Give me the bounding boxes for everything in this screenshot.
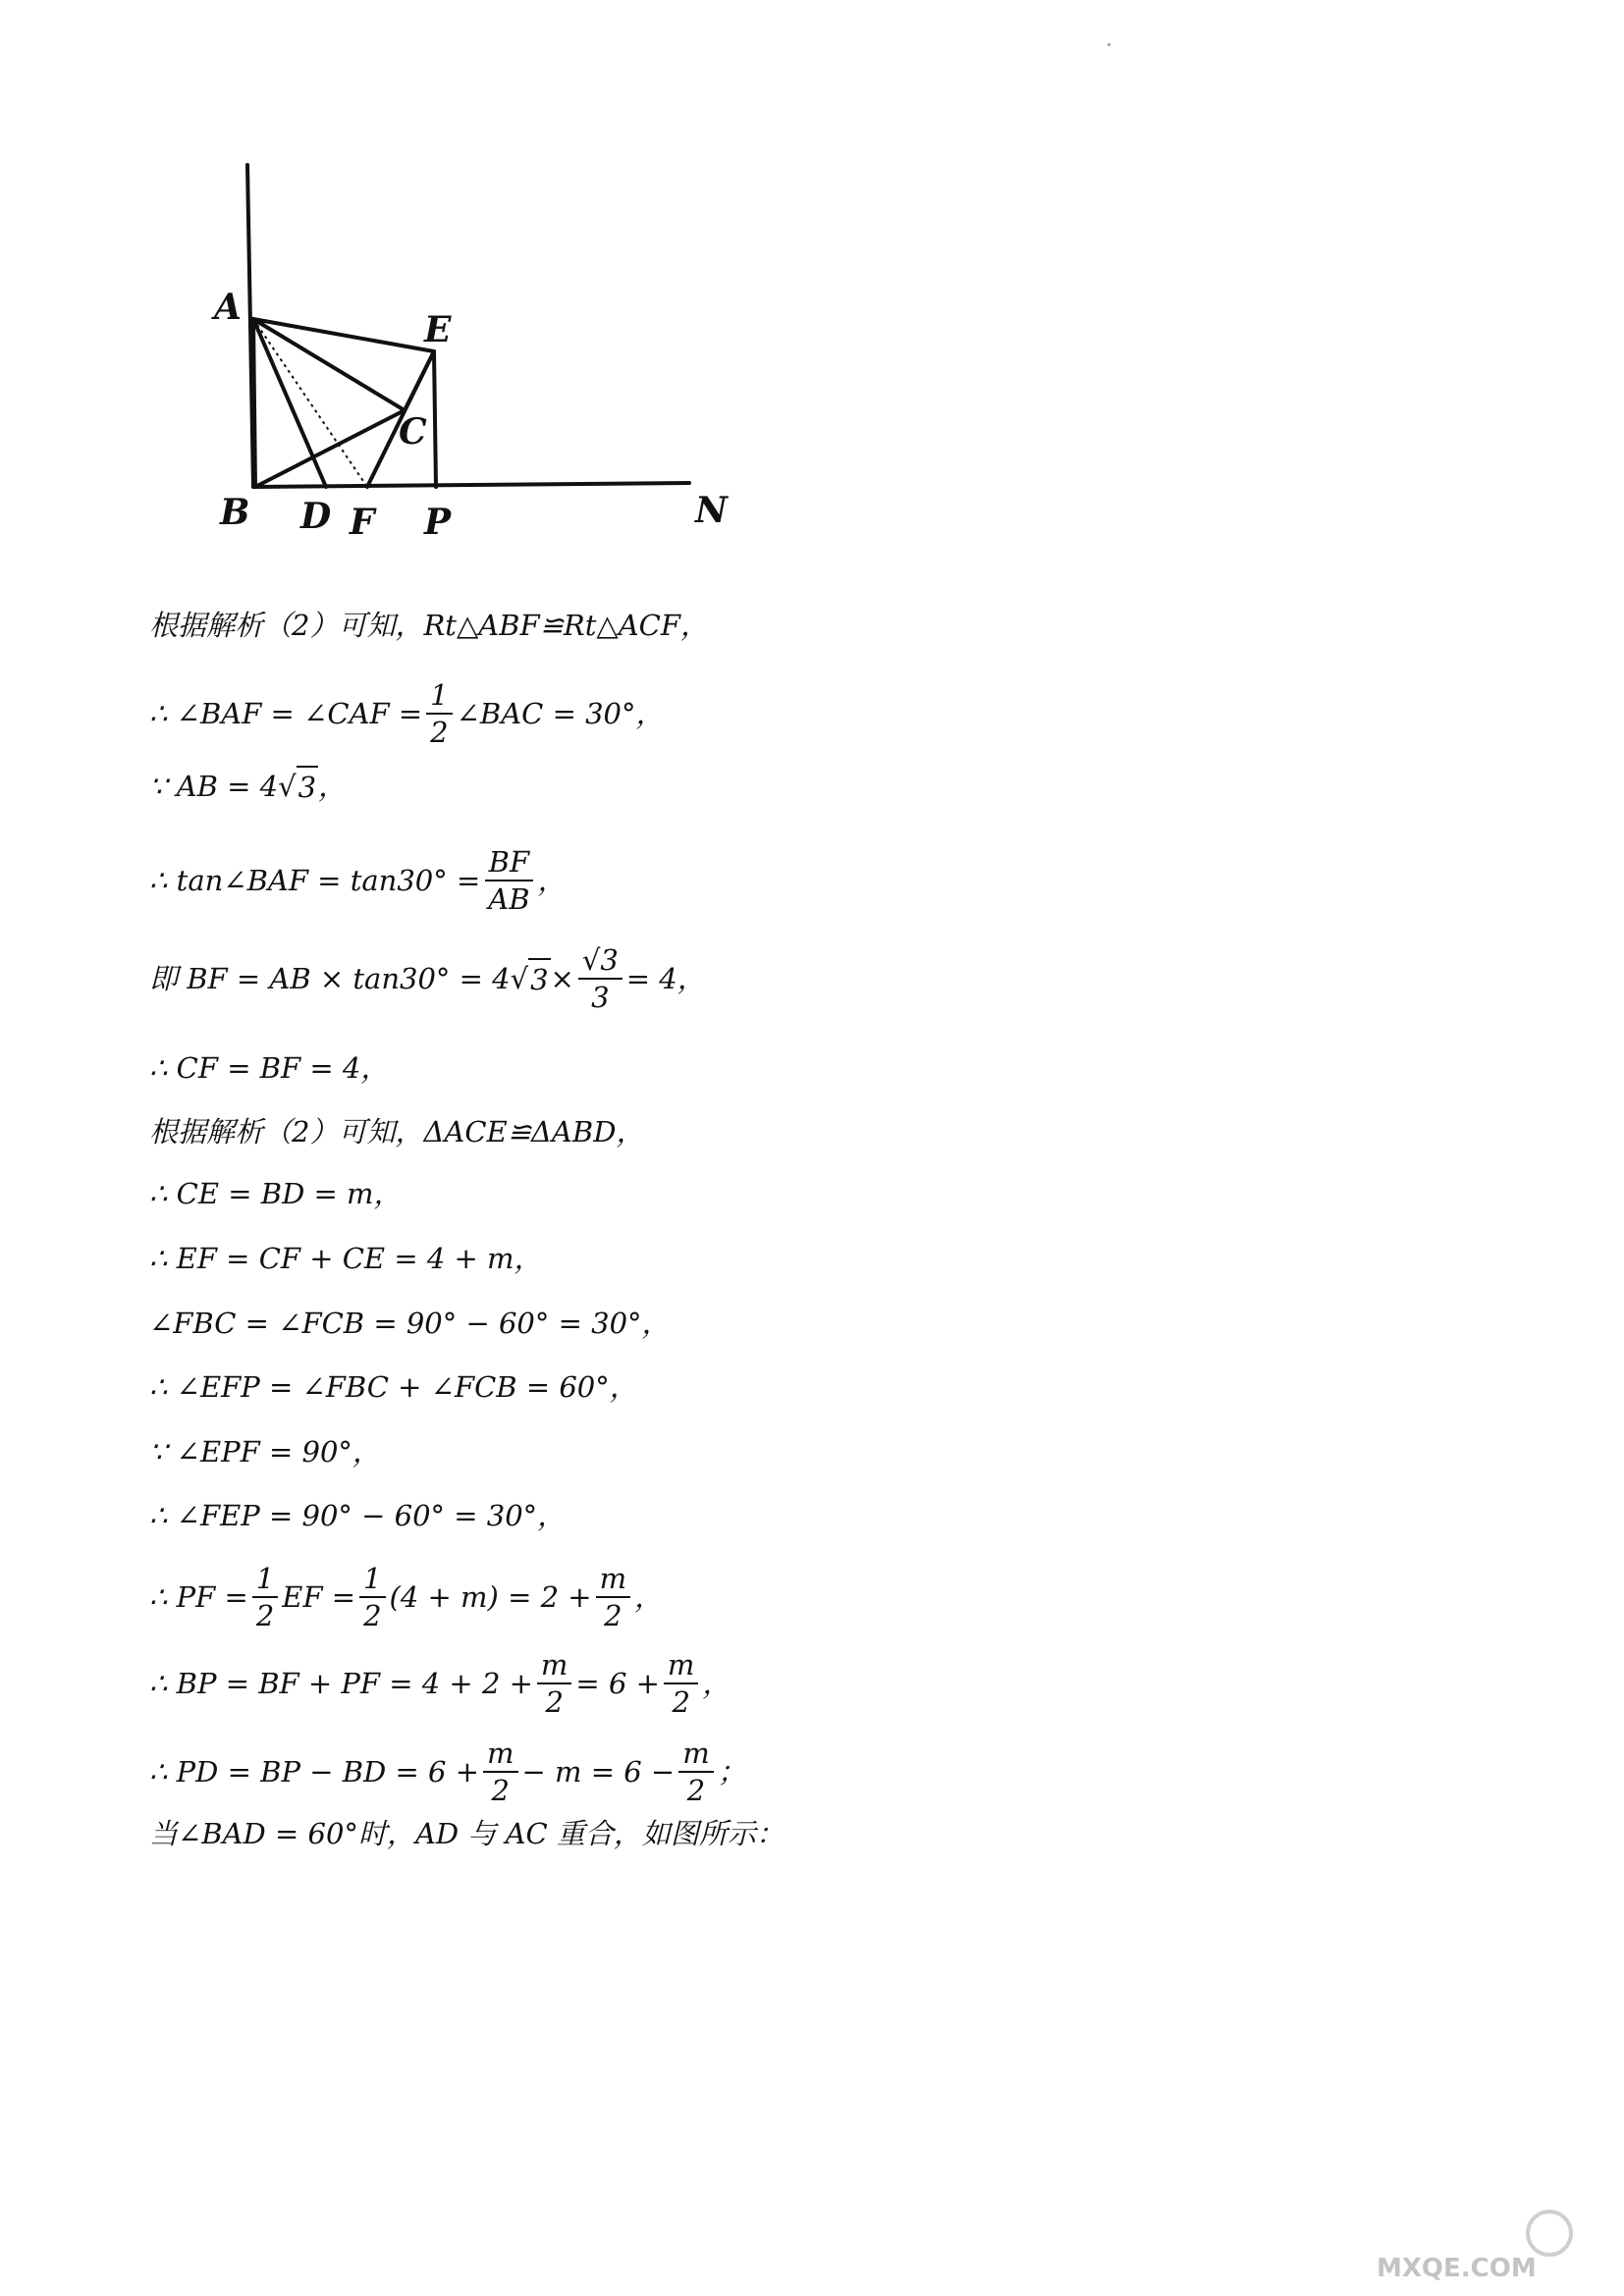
line-13: ∴ ∠FEP = 90° − 60° = 30°， <box>149 1499 567 1532</box>
fraction: $\frac{m}{2}$ <box>678 1735 714 1808</box>
line-1: 根据解析（2）可知，Rt△ABF≌Rt△ACF， <box>149 609 709 642</box>
line-2: ∴ ∠BAF = ∠CAF = $\frac{1}{2}$ ∠BAC = 30°， <box>149 678 665 749</box>
fraction: $\frac{1}{2}$ <box>359 1561 385 1633</box>
fraction: $\frac{BF}{AB}$ <box>484 844 533 917</box>
line-5: 即 BF = AB × tan30° = 4 √ 3 × $\frac{√3}{3}$ = 4， <box>149 943 706 1014</box>
label-a: A <box>214 287 242 328</box>
sqrt-radicand: 3 <box>528 958 550 999</box>
line-4: ∴ tan∠BAF = tan30° = $\frac{BF}{AB}$ ， <box>149 845 567 916</box>
line-10: ∠FBC = ∠FCB = 90° − 60° = 30°， <box>149 1307 671 1340</box>
label-b: B <box>220 492 250 533</box>
line-6: ∴ CF = BF = 4， <box>149 1051 390 1085</box>
fraction: $\frac{1}{2}$ <box>426 677 452 750</box>
label-d: D <box>300 496 332 537</box>
line-11: ∴ ∠EFP = ∠FBC + ∠FCB = 60°， <box>149 1370 638 1404</box>
label-e: E <box>424 309 452 350</box>
line-bc <box>255 410 405 487</box>
fraction: $\frac{m}{2}$ <box>596 1561 631 1633</box>
geometry-figure-svg <box>206 147 756 560</box>
label-p: P <box>424 502 452 543</box>
line-bn <box>253 483 689 487</box>
fraction: $\frac{√3}{3}$ <box>578 942 623 1015</box>
line-ab <box>253 319 255 487</box>
fraction: $\frac{m}{2}$ <box>483 1735 518 1808</box>
line-9: ∴ EF = CF + CE = 4 + m， <box>149 1242 543 1275</box>
watermark-logo <box>1373 2204 1589 2282</box>
line-ad <box>253 319 326 487</box>
line-8: ∴ CE = BD = m， <box>149 1177 403 1210</box>
line-16: ∴ PD = BP − BD = 6 + $\frac{m}{2}$ − m = 6 − $\frac{m}{2}$ ； <box>149 1736 746 1807</box>
line-af-dotted <box>253 319 367 487</box>
line-3: ∵ AB = 4 √ 3 ， <box>149 766 347 807</box>
geometry-figure <box>206 147 756 560</box>
label-n: N <box>695 490 728 531</box>
line-17: 当∠BAD = 60°时，AD 与 AC 重合，如图所示： <box>149 1817 785 1850</box>
line-ep <box>434 351 436 487</box>
stray-dot <box>1108 43 1110 46</box>
line-12: ∵ ∠EPF = 90°， <box>149 1435 381 1468</box>
fraction: $\frac{1}{2}$ <box>252 1561 278 1633</box>
label-c: C <box>399 411 427 453</box>
label-f: F <box>350 502 375 543</box>
sqrt-radicand: 3 <box>297 766 318 807</box>
fraction: $\frac{m}{2}$ <box>537 1647 572 1720</box>
line-7: 根据解析（2）可知，ΔACE≌ΔABD， <box>149 1115 645 1148</box>
watermark-text: MXQE.COM <box>1377 2254 1537 2282</box>
fraction: $\frac{m}{2}$ <box>664 1647 699 1720</box>
line-15: ∴ BP = BF + PF = 4 + 2 + $\frac{m}{2}$ = 6 + $\frac{m}{2}$ ， <box>149 1648 731 1719</box>
line-14: ∴ PF = $\frac{1}{2}$ EF = $\frac{1}{2}$ (4 + m) = 2 + $\frac{m}{2}$ ， <box>149 1562 664 1632</box>
